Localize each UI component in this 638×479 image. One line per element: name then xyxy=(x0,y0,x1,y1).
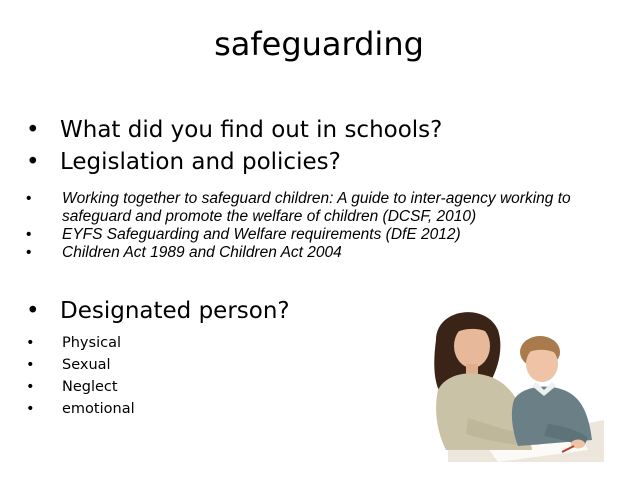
abuse-types-list xyxy=(26,332,135,420)
legislation-item-working-together: • Working together to safeguard children: A guide to inter-agency working to safeguard and promote the welfare of children (DCSF, 2010) xyxy=(26,190,586,226)
legislation-item-children-act: • Children Act 1989 and Children Act 2004 xyxy=(26,244,586,262)
abuse-type-physical: • Physical xyxy=(26,332,135,354)
teacher-helping-child-photo xyxy=(428,300,604,462)
bullet-schools: • What did you find out in schools? xyxy=(26,114,442,146)
abuse-type-sexual: • Sexual xyxy=(26,354,135,376)
slide-title: safeguarding xyxy=(214,25,424,63)
legislation-list xyxy=(26,190,586,262)
designated-bullet-list xyxy=(26,295,290,327)
legislation-item-eyfs: • EYFS Safeguarding and Welfare requirements (DfE 2012) xyxy=(26,226,586,244)
main-bullet-list xyxy=(26,114,442,178)
abuse-type-emotional: • emotional xyxy=(26,398,135,420)
bullet-designated-person: • Designated person? xyxy=(26,295,290,327)
bullet-legislation: • Legislation and policies? xyxy=(26,146,442,178)
abuse-type-neglect: • Neglect xyxy=(26,376,135,398)
